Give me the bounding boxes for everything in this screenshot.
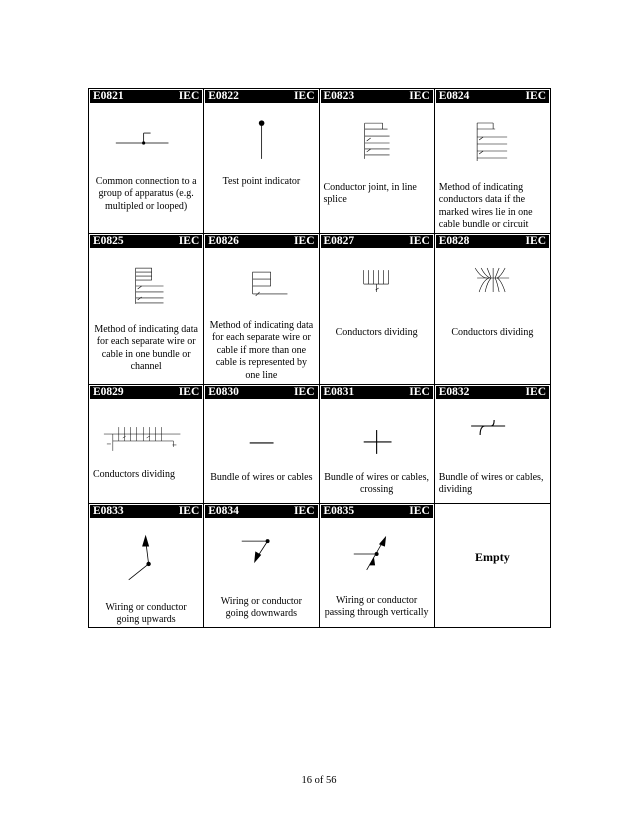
symbol-standard: IEC [525,235,546,247]
symbol-header [321,90,433,103]
wiring-passing-through-icon [320,518,434,596]
symbol-standard: IEC [409,90,430,102]
symbol-header [90,90,202,103]
symbol-cell-e0827 [320,234,435,385]
symbol-table [88,88,551,628]
symbol-standard: IEC [525,90,546,102]
symbol-code: E0822 [208,90,239,102]
symbol-code: E0824 [438,90,470,102]
symbol-standard: IEC [178,386,200,398]
wiring-downwards-icon [204,518,318,596]
symbol-description: Common connection to a group of apparatus (e.g. multipled or looped) [95,176,197,212]
symbol-standard: IEC [294,505,315,517]
conductor-data-icon [435,103,550,181]
symbol-code: E0823 [323,90,355,102]
symbol-code: E0832 [438,386,470,398]
conductors-dividing-curved-icon [435,248,550,326]
symbol-cell-e0825 [89,234,204,385]
symbol-description: Bundle of wires or cables, crossing [324,472,429,496]
conductor-joint-icon [320,103,434,181]
symbol-code: E0828 [438,235,470,247]
symbol-description: Method of indicating data for each separate wire or cable in one bundle or channel [94,324,198,373]
symbol-code: E0827 [323,235,355,247]
conductors-dividing-icon [320,248,434,326]
symbol-header [90,235,202,248]
wire-bundle-dividing-icon [435,399,550,477]
symbol-code: E0830 [208,386,239,398]
test-point-icon [204,103,318,181]
page-number: 16 of 56 [301,775,337,786]
single-line-cable-data-icon [204,248,318,326]
symbol-description: Conductors dividing [451,327,534,338]
symbol-standard: IEC [294,90,315,102]
symbol-cell-e0835 [320,504,435,627]
symbol-cell-e0833 [89,504,204,627]
symbol-standard: IEC [409,505,430,517]
symbol-standard: IEC [178,90,200,102]
symbol-code: E0833 [93,505,124,517]
symbol-cell-e0828 [435,234,550,385]
symbol-standard: IEC [294,235,315,247]
symbol-code: E0831 [323,386,355,398]
symbol-header [436,386,549,399]
separate-wire-data-icon [89,248,203,326]
empty-label: Empty [475,550,510,564]
symbol-header [205,386,317,399]
symbol-header [436,90,549,103]
symbol-cell-e0821 [89,89,204,234]
symbol-standard: IEC [178,505,200,517]
symbol-header [205,235,317,248]
wire-bundle-icon [204,399,318,477]
symbol-code: E0834 [208,505,239,517]
symbol-standard: IEC [294,386,315,398]
symbol-description: Bundle of wires or cables, dividing [438,472,544,496]
symbol-description: Wiring or conductor passing through vertically [324,595,429,619]
symbol-description: Test point indicator [222,176,301,187]
symbol-cell-e0831 [320,385,435,504]
symbol-description: Wiring or conductor going upwards [105,602,187,626]
symbol-code: E0835 [323,505,355,517]
symbol-header [205,505,317,518]
symbol-cell-e0824 [435,89,550,234]
wiring-upwards-icon [89,518,203,596]
symbol-header [321,386,433,399]
symbol-description: Conductors dividing [335,327,418,338]
symbol-header [321,505,433,518]
symbol-standard: IEC [409,386,430,398]
symbol-standard: IEC [525,386,546,398]
wire-bundle-crossing-icon [320,399,434,477]
symbol-header [90,505,202,518]
symbol-standard: IEC [409,235,430,247]
symbol-cell-e0829 [89,385,204,504]
symbol-description: Method of indicating conductors data if the marked wires lie in one cable bundle or circuit [438,182,533,231]
common-connection-icon [89,103,203,181]
symbol-description: Conductors dividing [93,469,175,480]
symbol-description: Wiring or conductor going downwards [220,596,302,620]
symbol-description: Method of indicating data for each separate wire or cable if more than one cable is represented by one line [209,320,314,381]
symbol-code: E0829 [93,386,124,398]
symbol-header [321,235,433,248]
symbol-cell-e0822 [204,89,319,234]
symbol-code: E0825 [93,235,124,247]
symbol-description: Bundle of wires or cables [210,472,313,483]
symbol-description: Conductor joint, in line splice [323,182,417,206]
symbol-header [205,90,317,103]
symbol-cell-e0832 [435,385,550,504]
symbol-header [90,386,202,399]
empty-cell [435,504,550,627]
symbol-cell-e0826 [204,234,319,385]
symbol-code: E0826 [208,235,239,247]
conductors-dividing-detailed-icon [89,399,203,477]
symbol-standard: IEC [178,235,200,247]
symbol-code: E0821 [93,90,124,102]
symbol-header [436,235,549,248]
symbol-cell-e0823 [320,89,435,234]
symbol-cell-e0830 [204,385,319,504]
symbol-cell-e0834 [204,504,319,627]
